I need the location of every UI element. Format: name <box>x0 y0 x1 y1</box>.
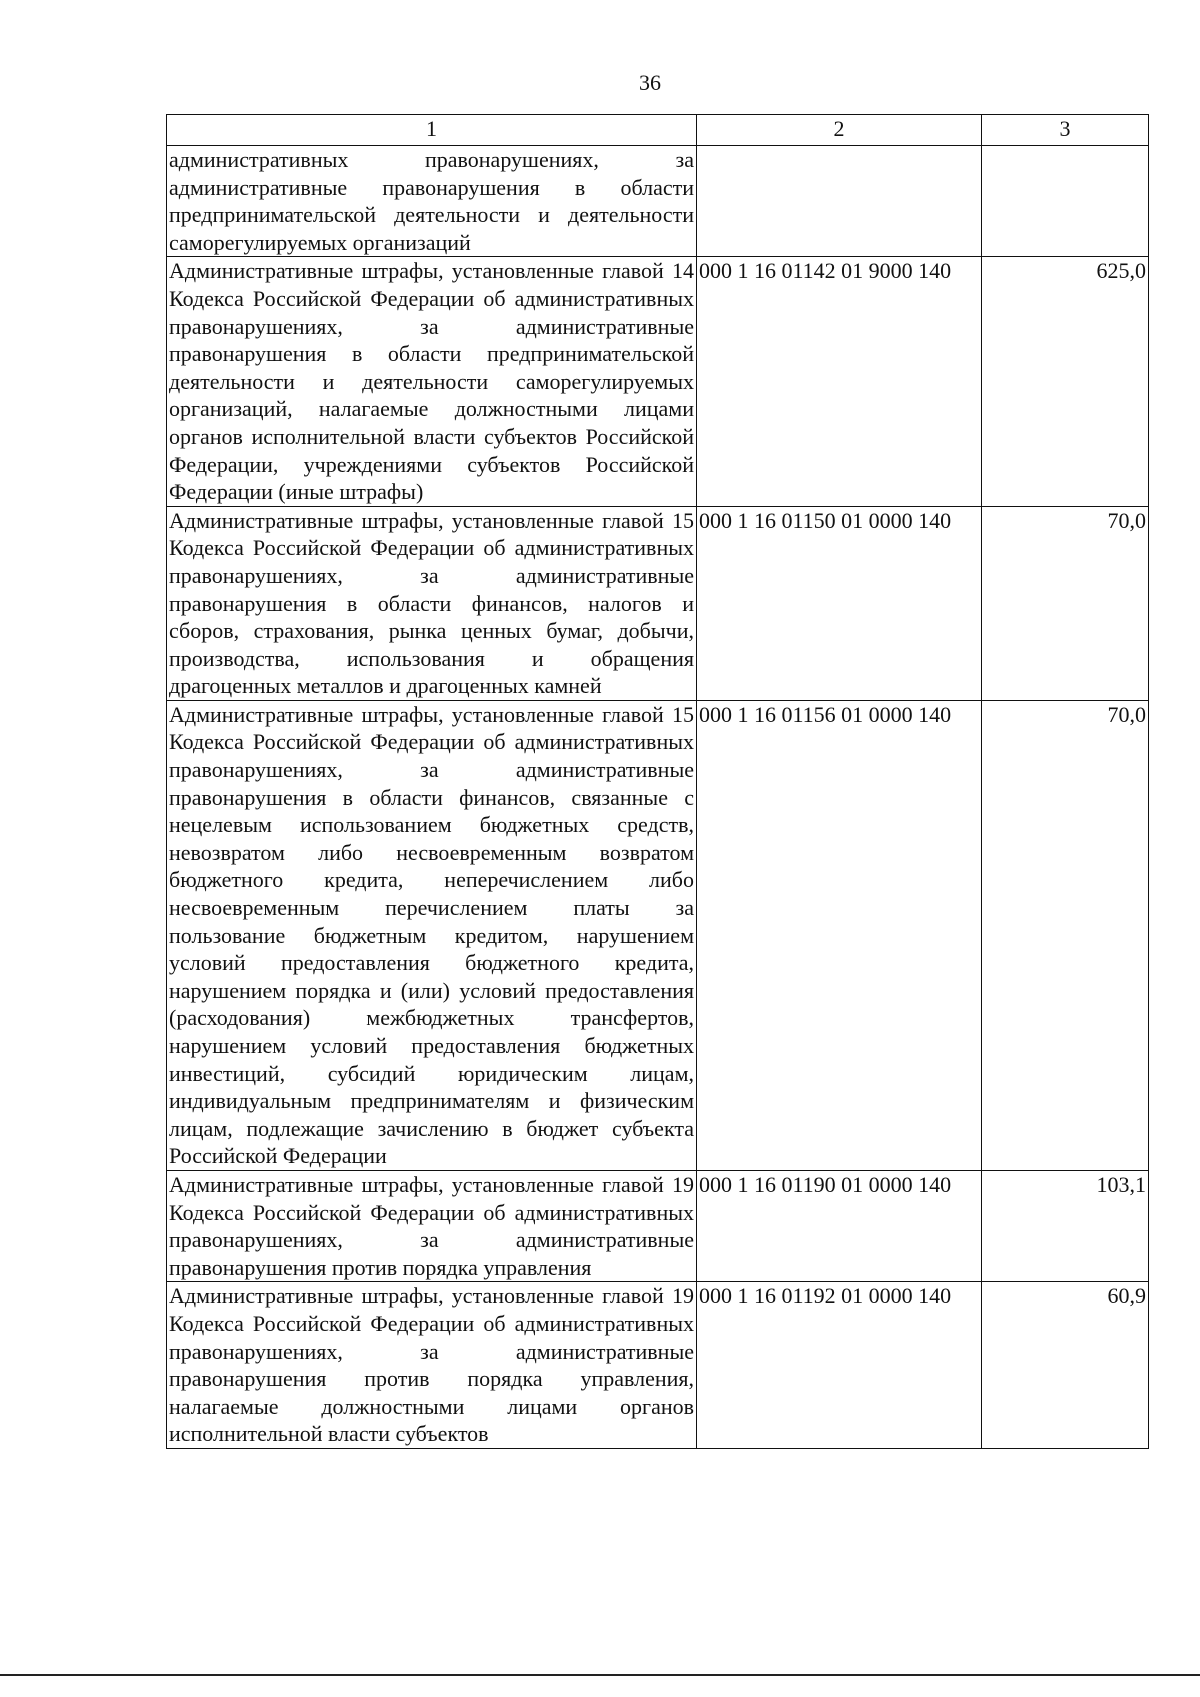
column-header-description: 1 <box>167 115 697 146</box>
row-description: административных правонарушениях, за административные правонарушения в области предпринимательской деятельности и деятельности саморегулируемых организаций <box>167 146 697 257</box>
page-bottom-rule <box>0 1674 1200 1676</box>
row-budget-code: 000 1 16 01156 01 0000 140 <box>697 700 982 1170</box>
row-amount: 60,9 <box>982 1282 1149 1449</box>
column-header-code: 2 <box>697 115 982 146</box>
row-amount: 625,0 <box>982 257 1149 506</box>
table-row <box>167 506 1149 700</box>
row-amount: 70,0 <box>982 506 1149 700</box>
table-row <box>167 700 1149 1170</box>
row-budget-code: 000 1 16 01142 01 9000 140 <box>697 257 982 506</box>
column-header-amount: 3 <box>982 115 1149 146</box>
row-amount: 103,1 <box>982 1170 1149 1281</box>
table-row <box>167 257 1149 506</box>
row-budget-code: 000 1 16 01190 01 0000 140 <box>697 1170 982 1281</box>
row-budget-code <box>697 146 982 257</box>
row-budget-code: 000 1 16 01192 01 0000 140 <box>697 1282 982 1449</box>
row-amount: 70,0 <box>982 700 1149 1170</box>
budget-revenue-table <box>166 114 1149 1449</box>
row-description: Административные штрафы, установленные главой 19 Кодекса Российской Федерации об административных правонарушениях, за административные правонарушения против порядка управления, налагаемые должностными лицами органов исполнительной власти субъектов <box>167 1282 697 1449</box>
table-row <box>167 146 1149 257</box>
table-row <box>167 1282 1149 1449</box>
row-description: Административные штрафы, установленные главой 14 Кодекса Российской Федерации об административных правонарушениях, за административные правонарушения в области предпринимательской деятельности и деятельности саморегулируемых организаций, налагаемые должностными лицами органов исполнительной власти субъектов Российской Федерации, учреждениями субъектов Российской Федерации (иные штрафы) <box>167 257 697 506</box>
row-budget-code: 000 1 16 01150 01 0000 140 <box>697 506 982 700</box>
row-description: Административные штрафы, установленные главой 15 Кодекса Российской Федерации об административных правонарушениях, за административные правонарушения в области финансов, налогов и сборов, страхования, рынка ценных бумаг, добычи, производства, использования и обращения драгоценных металлов и драгоценных камней <box>167 506 697 700</box>
row-description: Административные штрафы, установленные главой 15 Кодекса Российской Федерации об административных правонарушениях, за административные правонарушения в области финансов, связанные с нецелевым использованием бюджетных средств, невозвратом либо несвоевременным возвратом бюджетного кредита, неперечислением либо несвоевременным перечислением платы за пользование бюджетным кредитом, нарушением условий предоставления бюджетного кредита, нарушением порядка и (или) условий предоставления (расходования) межбюджетных трансфертов, нарушением условий предоставления бюджетных инвестиций, субсидий юридическим лицам, индивидуальным предпринимателям и физическим лицам, подлежащие зачислению в бюджет субъекта Российской Федерации <box>167 700 697 1170</box>
row-description: Административные штрафы, установленные главой 19 Кодекса Российской Федерации об административных правонарушениях, за административные правонарушения против порядка управления <box>167 1170 697 1281</box>
table-row <box>167 1170 1149 1281</box>
page-number: 36 <box>639 70 661 95</box>
row-amount <box>982 146 1149 257</box>
table-header-row <box>167 115 1149 146</box>
